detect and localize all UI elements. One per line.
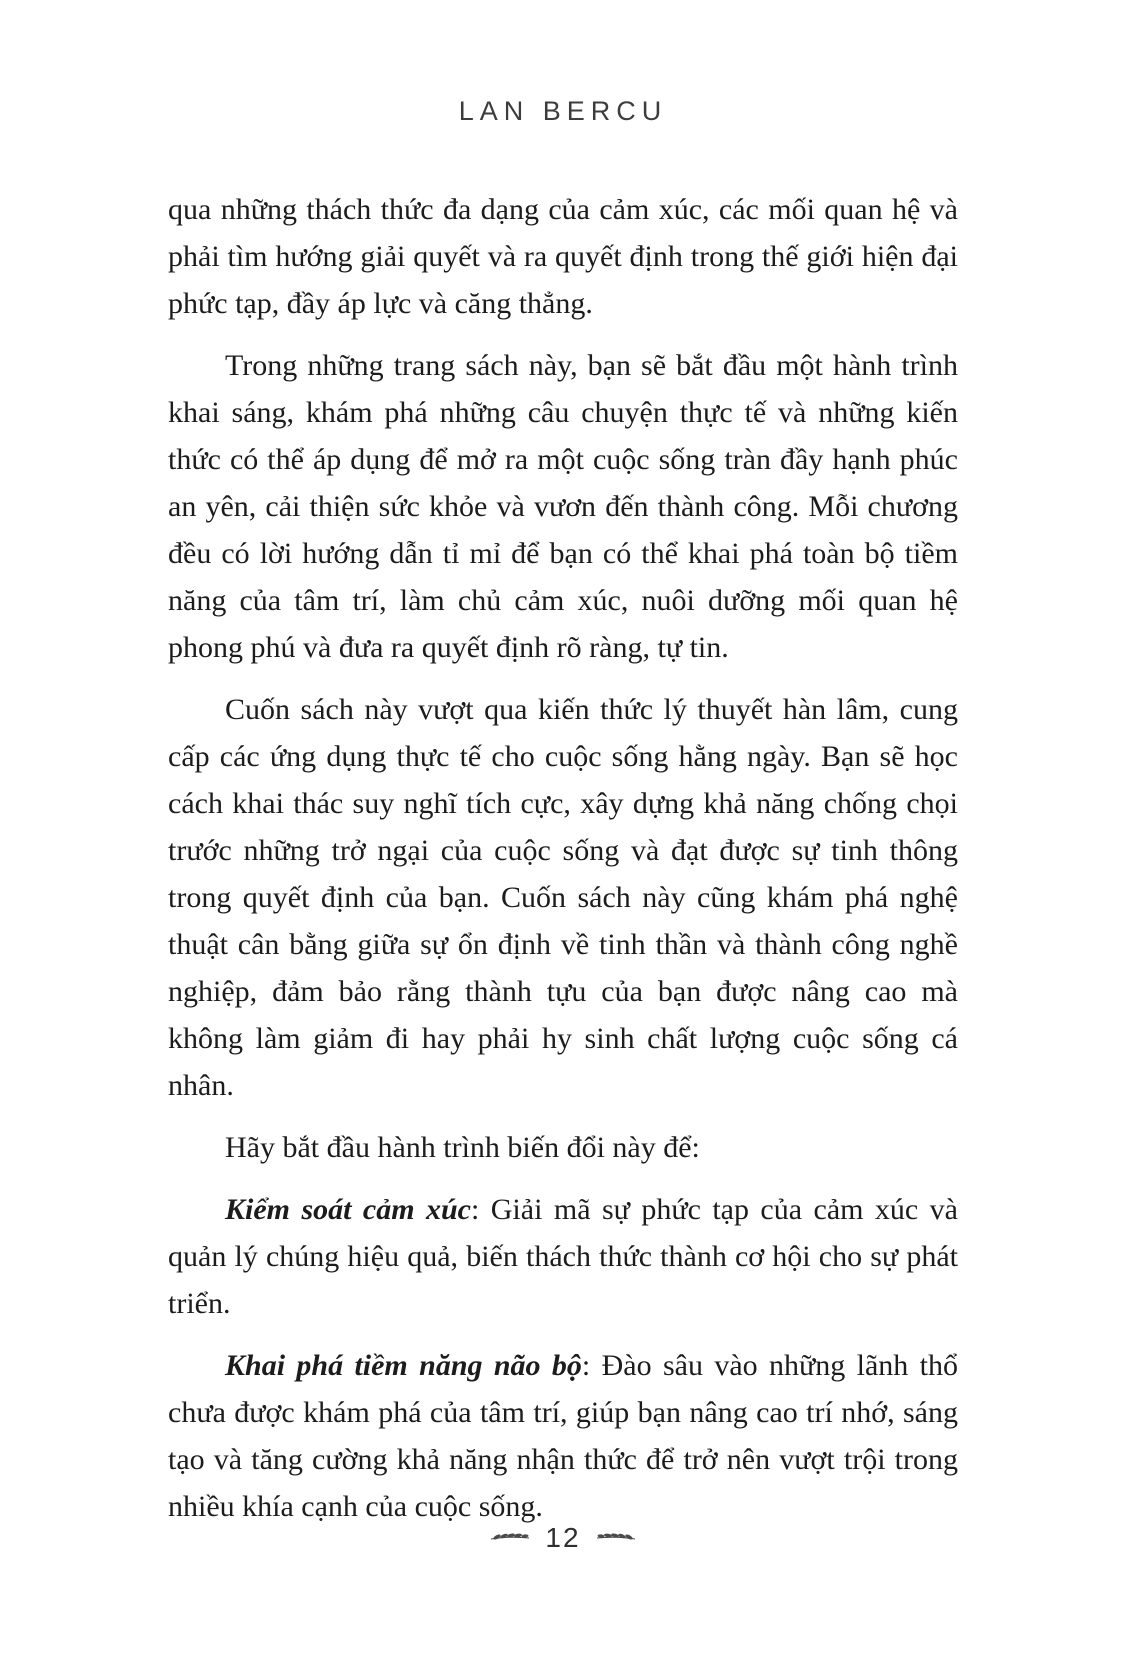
paragraph: Cuốn sách này vượt qua kiến thức lý thuyết hàn lâm, cung cấp các ứng dụng thực tế cho cuộc sống hằng ngày. Bạn sẽ học cách khai thác suy nghĩ tích cực, xây dựng khả năng chống chọi trước những trở ngại của cuộc sống và đạt được sự tinh thông trong quyết định của bạn. Cuốn sách này cũng khám phá nghệ thuật cân bằng giữa sự ổn định về tinh thần và thành công nghề nghiệp, đảm bảo rằng thành tựu của bạn được nâng cao mà không làm giảm đi hay phải hy sinh chất lượng cuộc sống cá nhân.: [168, 693, 958, 1102]
paragraph: qua những thách thức đa dạng của cảm xúc, các mối quan hệ và phải tìm hướng giải quyết và ra quyết định trong thế giới hiện đại phức tạp, đầy áp lực và căng thẳng.: [168, 193, 958, 320]
running-header-author: LAN BERCU: [458, 96, 668, 126]
paragraph: Khai phá tiềm năng não bộ: Đào sâu vào những lãnh thổ chưa được khám phá của tâm trí, giúp bạn nâng cao trí nhớ, sáng tạo và tăng cường khả năng nhận thức để trở nên vượt trội trong nhiều khía cạnh của cuộc sống.: [168, 1349, 958, 1523]
laurel-branch-right-icon: [595, 1530, 637, 1546]
paragraph-lead: Khai phá tiềm năng não bộ: [225, 1349, 582, 1382]
paragraph: Kiểm soát cảm xúc: Giải mã sự phức tạp của cảm xúc và quản lý chúng hiệu quả, biến thách thức thành cơ hội cho sự phát triển.: [168, 1193, 958, 1320]
laurel-branch-left-icon: [489, 1530, 531, 1546]
paragraph: Trong những trang sách này, bạn sẽ bắt đầu một hành trình khai sáng, khám phá những câu chuyện thực tế và những kiến thức có thể áp dụng để mở ra một cuộc sống tràn đầy hạnh phúc an yên, cải thiện sức khỏe và vươn đến thành công. Mỗi chương đều có lời hướng dẫn tỉ mỉ để bạn có thể khai phá toàn bộ tiềm năng của tâm trí, làm chủ cảm xúc, nuôi dưỡng mối quan hệ phong phú và đưa ra quyết định rõ ràng, tự tin.: [168, 349, 958, 664]
page-body-text: [168, 186, 958, 1545]
paragraph-lead: Kiểm soát cảm xúc: [225, 1193, 471, 1226]
page-footer: [0, 1522, 1126, 1554]
paragraph: Hãy bắt đầu hành trình biến đổi này để:: [225, 1131, 700, 1164]
page-number: 12: [545, 1522, 581, 1553]
